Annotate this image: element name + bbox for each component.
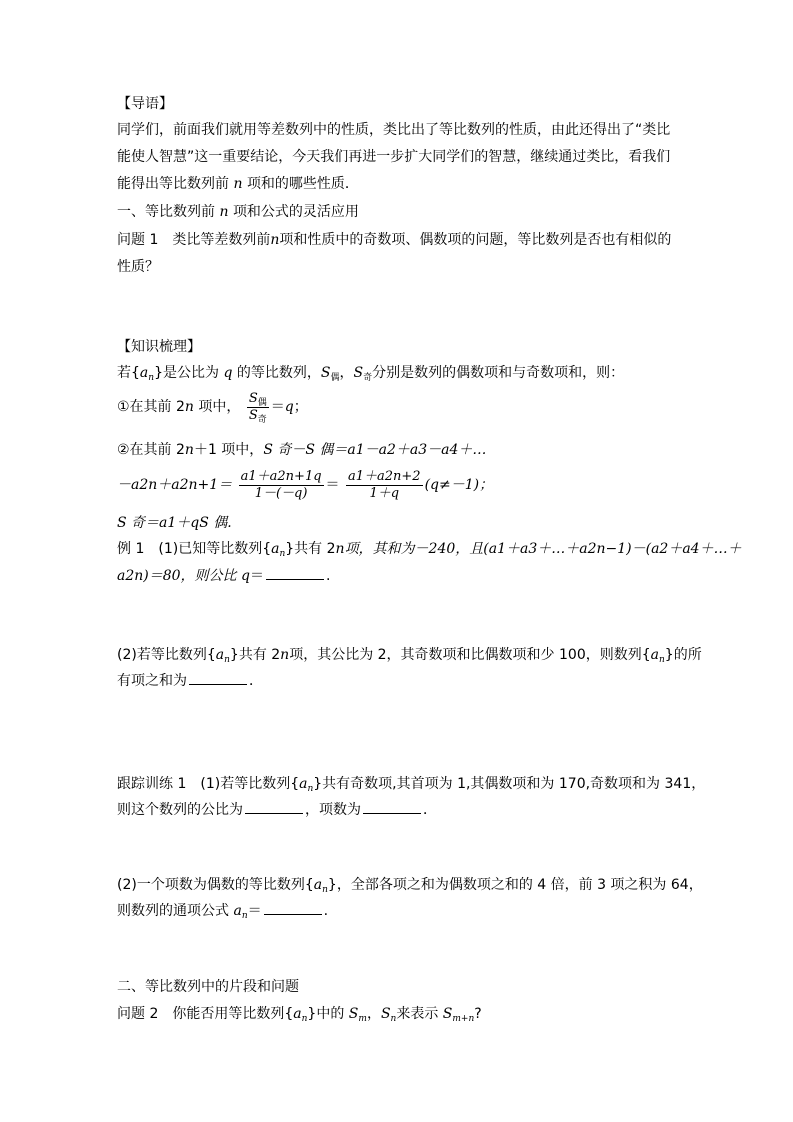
practice1-line1: 跟踪训练 1 (1)若等比数列$\{a_n\}$共有奇数项,其首项为 1,其偶数项和为 170,奇数项和为 341， [117,776,706,794]
question1-line2: 性质？ [117,259,159,275]
question1-line1: 问题 1 类比等差数列前n项和性质中的奇数项、偶数项的问题，等比数列是否也有相似的 [117,232,672,248]
knowledge-line2: ①在其前 2n 项中， $\frac{S_偶}{S_奇}$ ＝q； [117,390,308,425]
answer-blank[interactable] [363,801,421,814]
practice1-part2-line1: (2)一个项数为偶数的等比数列$\{a_n\}$，全部各项之和为偶数项之和的 4 倍，前 3 项之积为 64， [117,877,703,895]
section2-title: 二、等比数列中的片段和问题 [117,979,299,995]
example1-part2-line1: (2)若等比数列$\{a_n\}$共有 2n项，其公比为 2，其奇数项和比偶数项和少 100，则数列$\{a_n\}$的所 [117,647,702,665]
example1-line1: 例 1 (1)已知等比数列$\{a_n\}$共有 2n项，其和为－240，且(a1＋a3＋…＋a2n−1)－(a2＋a4＋…＋ [117,541,742,559]
ratio-fraction: $\frac{S_偶}{S_奇}$ [248,390,267,425]
intro-paragraph-line2: 能使人智慧”这一重要结论，今天我们再进一步扩大同学们的智慧，继续通过类比，看我们 [117,149,671,165]
knowledge-line3: ②在其前 2n＋1 项中，S 奇－S 偶＝a1－a2＋a3－a4＋… [117,442,487,458]
answer-blank[interactable] [266,567,324,580]
section1-title: 一、等比数列前 n 项和公式的灵活应用 [117,204,359,220]
knowledge-line1: 若$\{a_n\}$是公比为 q 的等比数列，$S_偶$，$S_奇$分别是数列的偶数项和与奇数项和，则： [117,365,625,383]
knowledge-line5: S 奇＝a1＋qS 偶. [117,515,232,531]
knowledge-heading: 【知识梳理】 [117,339,201,355]
example1-line2: a2n)＝80，则公比 q＝ . [117,568,331,584]
knowledge-line4: －a2n＋a2n+1＝ $\frac{a1+a2n+1q}{1-(-q)}$ ＝ $\frac{a1+a2n+2}{1+q}$ (q≠－1)； [117,468,494,501]
question2: 问题 2 你能否用等比数列$\{a_n\}$中的 $S_m$，$S_n$来表示 $S_{m+n}$? [117,1006,482,1024]
intro-paragraph-line1: 同学们，前面我们就用等差数列中的性质，类比出了等比数列的性质，由此还得出了“类比 [117,122,671,138]
practice1-line2: 则这个数列的公比为 ，项数为 ． [117,802,437,818]
intro-heading: 【导语】 [117,96,173,112]
example1-part2-line2: 有项之和为 ． [117,673,263,689]
formula-fraction-1: $\frac{a1+a2n+1q}{1-(-q)}$ [240,468,322,501]
answer-blank[interactable] [245,801,303,814]
answer-blank[interactable] [264,902,322,915]
formula-fraction-2: $\frac{a1+a2n+2}{1+q}$ [348,468,421,501]
answer-blank[interactable] [189,672,247,685]
practice1-part2-line2: 则数列的通项公式 $a_n=$ . [117,903,329,921]
intro-paragraph-line3: 能得出等比数列前 n 项和的哪些性质． [117,176,359,192]
